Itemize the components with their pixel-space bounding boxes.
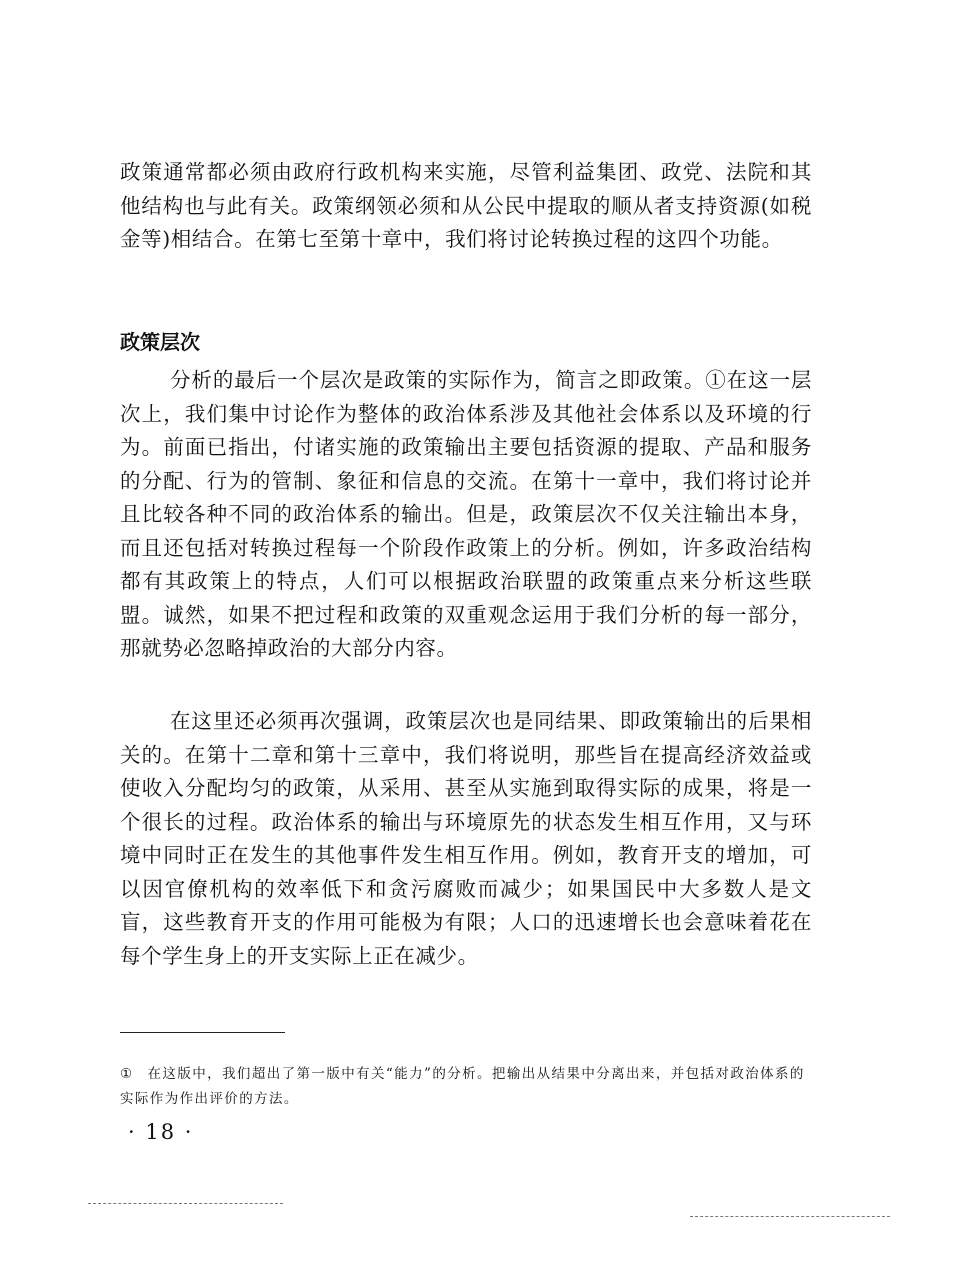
footnote-divider (120, 1032, 285, 1033)
outcomes-paragraph: 在这里还必须再次强调，政策层次也是同结果、即政策输出的后果相关的。在第十二章和第十三章中，我们将说明，那些旨在提高经济效益或使收入分配均匀的政策，从采用、甚至从实施到取得实际的成果，将是一个很长的过程。政治体系的输出与环境原先的状态发生相互作用，又与环境中同时正在发生的其他事件发生相互作用。例如，教育开支的增加，可以因官僚机构的效率低下和贪污腐败而减少；如果国民中大多数人是文盲，这些教育开支的作用可能极为有限；人口的迅速增长也会意味着花在每个学生身上的开支实际上正在减少。 (120, 709, 812, 968)
footnote (120, 1062, 812, 1112)
page-number: · 18 · (128, 1120, 194, 1144)
footnote-marker: ① (120, 1066, 134, 1082)
intro-paragraph: 政策通常都必须由政府行政机构来实施，尽管利益集团、政党、法院和其他结构也与此有关。政策纲领必须和从公民中提取的顺从者支持资源(如税金等)相结合。在第七至第十章中，我们将讨论转换过程的这四个功能。 (120, 160, 812, 251)
section-heading: 政策层次 (120, 330, 200, 354)
scan-artifact-line (88, 1203, 283, 1204)
scan-artifact-line (690, 1216, 890, 1217)
policy-level-paragraph: 分析的最后一个层次是政策的实际作为，简言之即政策。①在这一层次上，我们集中讨论作为整体的政治体系涉及其他社会体系以及环境的行为。前面已指出，付诸实施的政策输出主要包括资源的提取、产品和服务的分配、行为的管制、象征和信息的交流。在第十一章中，我们将讨论并且比较各种不同的政治体系的输出。但是，政策层次不仅关注输出本身，而且还包括对转换过程每一个阶段作政策上的分析。例如，许多政治结构都有其政策上的特点，人们可以根据政治联盟的政策重点来分析这些联盟。诚然，如果不把过程和政策的双重观念运用于我们分析的每一部分，那就势必忽略掉政治的大部分内容。 (120, 368, 812, 660)
footnote-text: 在这版中，我们超出了第一版中有关“能力”的分析。把输出从结果中分离出来，并包括对政治体系的实际作为作出评价的方法。 (120, 1066, 805, 1107)
